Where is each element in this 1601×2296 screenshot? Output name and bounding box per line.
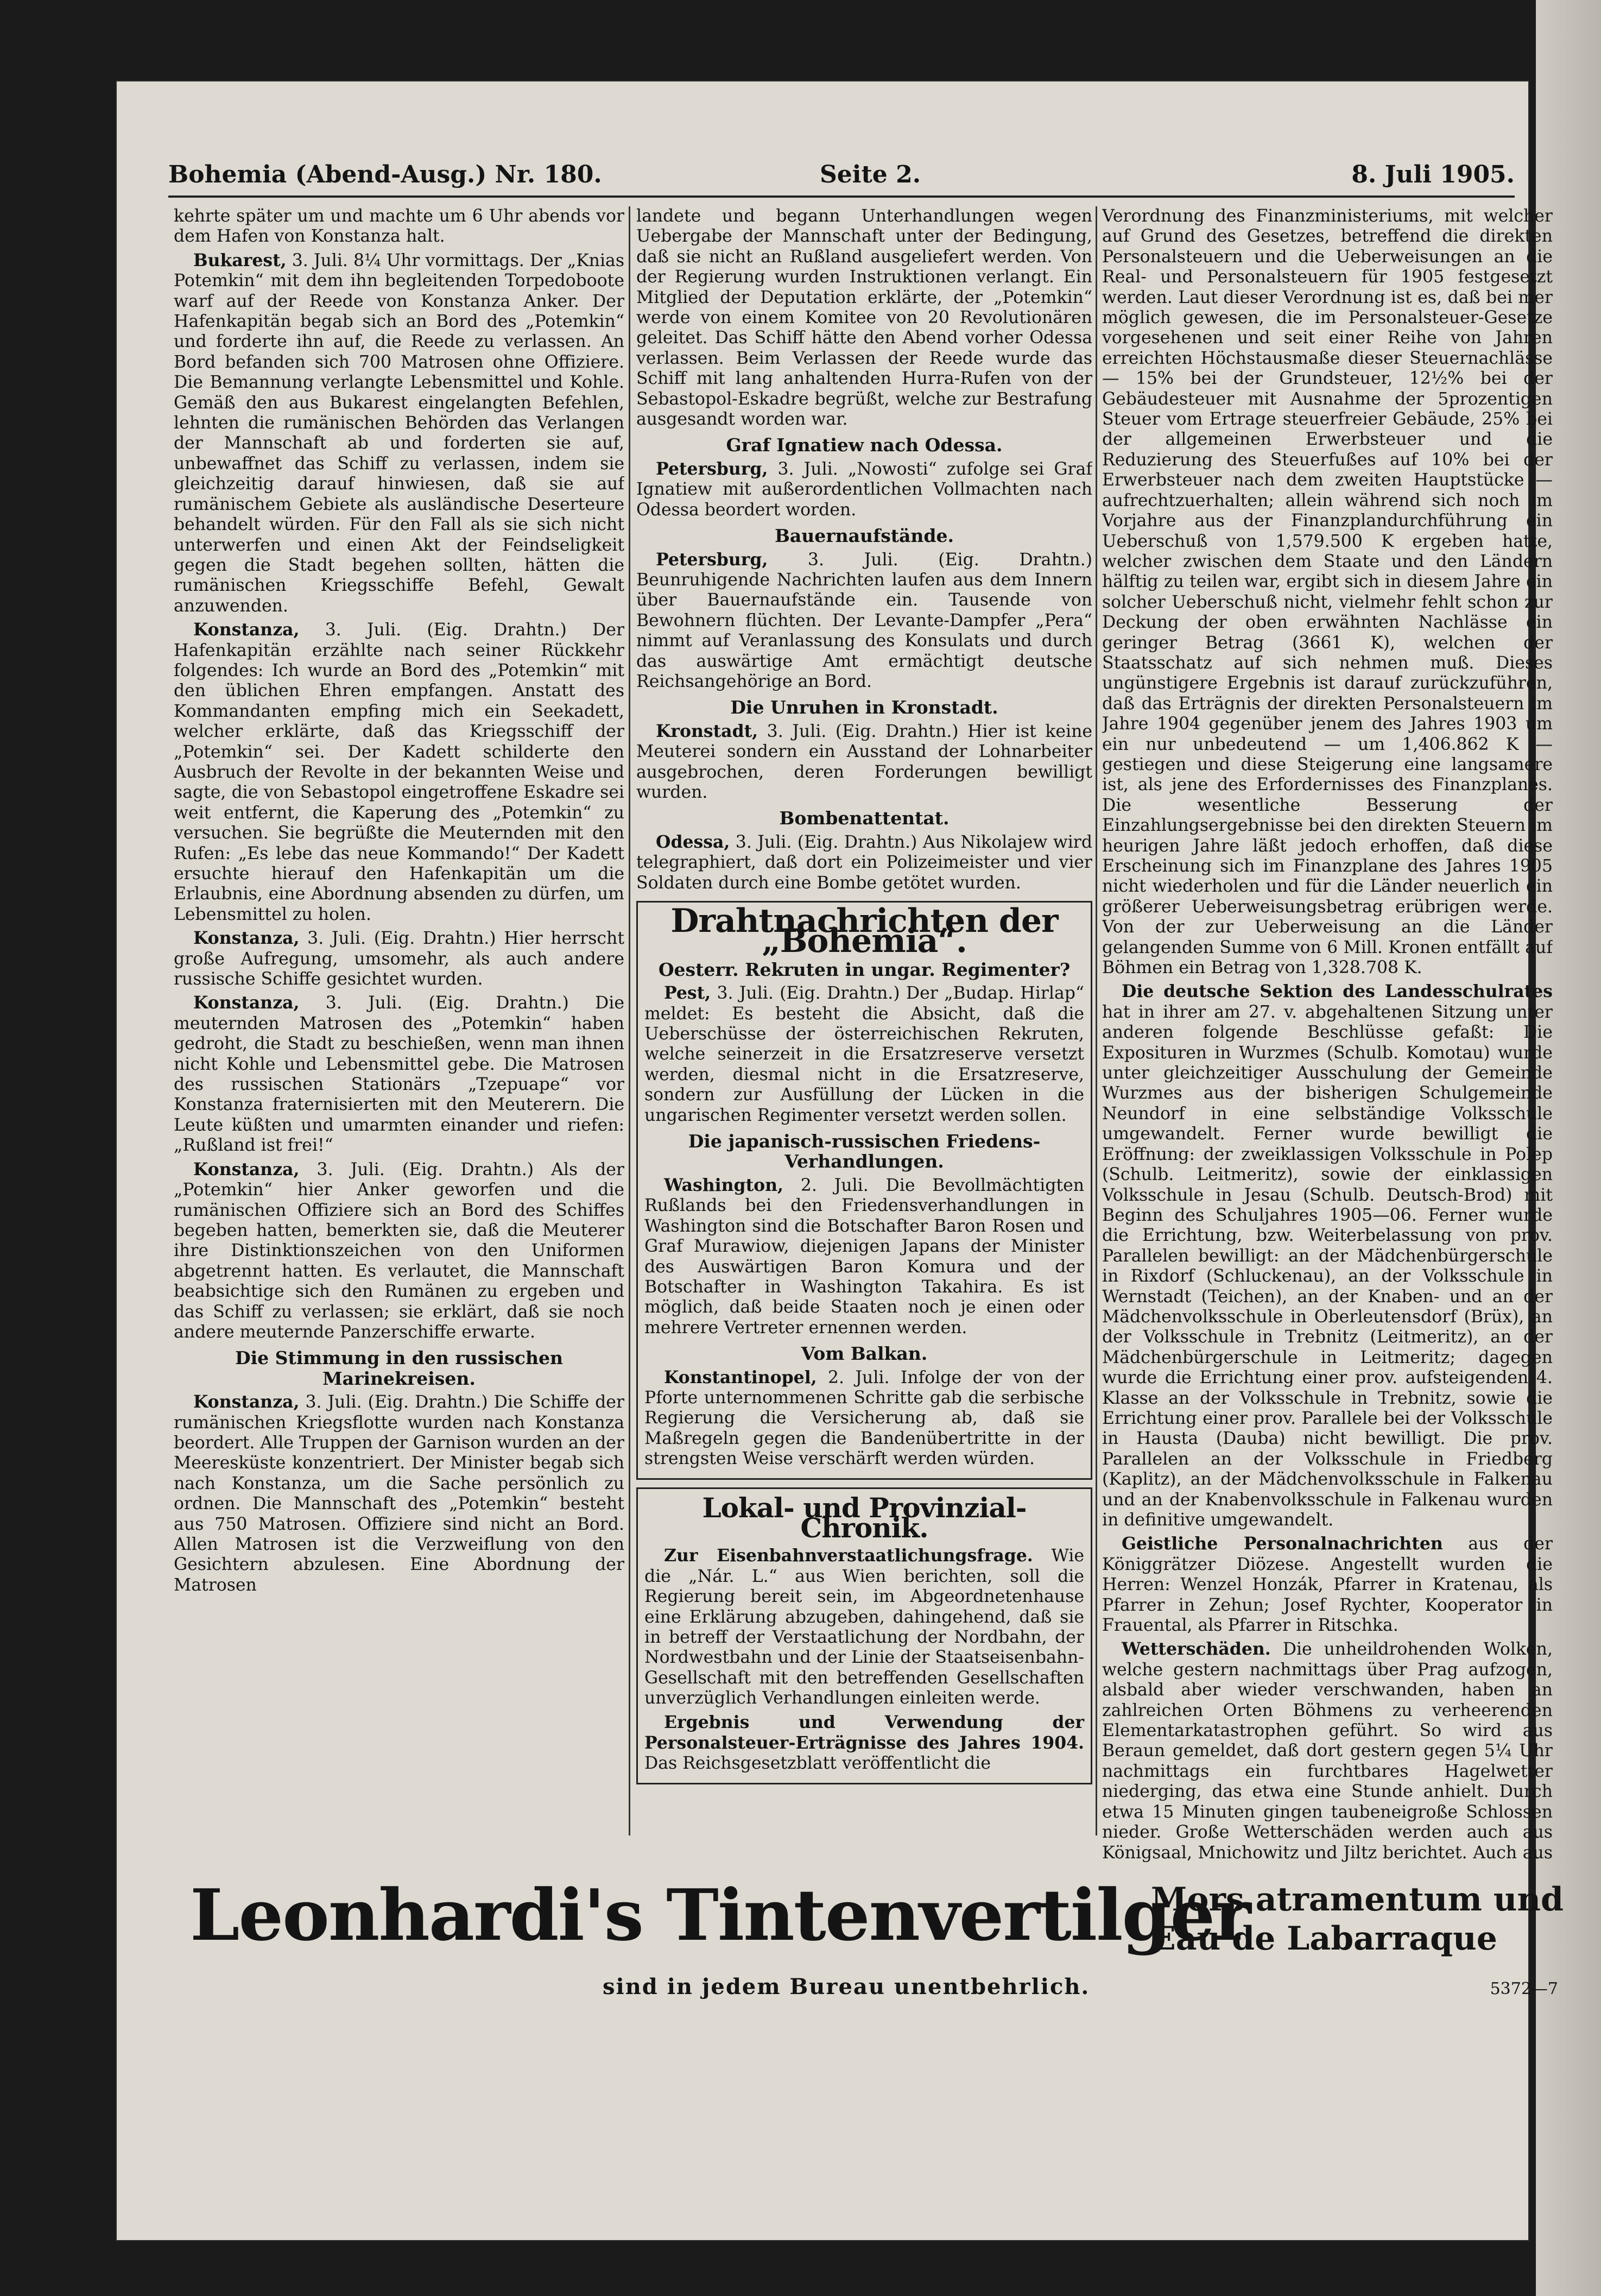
section-heading: Bauernaufstände.: [775, 525, 954, 547]
box-title: Drahtnachrichten der „Bohemia“.: [670, 902, 1058, 961]
paragraph: [174, 1392, 624, 1595]
header-date: 8. Juli 1905.: [1351, 161, 1515, 188]
paragraph-text: aus der Königgrätzer Diözese. Angestellt wurden die Herren: Wenzel Honzák, Pfarrer in Kratenau, als Pfarrer in Zehun; Josef Rychter, Kooperator in Frauental, als Pfarrer in Ritschka.: [1102, 1534, 1553, 1636]
paragraph-text: 3. Juli. (Eig. Drahtn.) Aus Nikolajew wird telegraphiert, daß dort ein Polizeimeister und vier Soldaten durch eine Bombe getötet wurden.: [636, 832, 1092, 893]
paragraph: [1102, 1639, 1553, 1863]
paragraph-text: 3. Juli. „Nowosti“ zufolge sei Graf Ignatiew mit außerordentlichen Vollmachten nach Odessa beordert worden.: [636, 459, 1092, 520]
header-left: Bohemia (Abend-Ausg.) Nr. 180.: [168, 161, 602, 188]
paragraph-text: 3. Juli. (Eig. Drahtn.) Der „Budap. Hirlap“ meldet: Es besteht die Absicht, daß die Ueberschüsse der österreichischen Rekruten, welche seinerzeit in die Ersatzreserve versetzt werden, diesmal nicht in die Ersatzreserve, sondern zur Ausfüllung der Lücken in die ungarischen Regimenter versetzt werden sollen.: [644, 983, 1085, 1125]
paragraph: [636, 459, 1092, 520]
paragraph: [644, 1367, 1084, 1469]
telegram-box: [636, 901, 1092, 1480]
paragraph: landete und begann Unterhandlungen wegen Uebergabe der Mannschaft unter der Bedingung, daß sie nicht an Rußland ausgeliefert werden. Von der Regierung wurden Instruktionen verlangt. Ein Mitglied der Deputation erklärte, der „Potemkin“ werde von einem Komitee von 20 Revolutionären geleitet. Das Schiff hätte den Abend vorher Odessa verlassen. Beim Verlassen der Reede wurde das Schiff mit lang anhaltenden Hurra-Rufen von der Sebastopol-Eskadre begrüßt, welche zur Bestrafung ausgesandt worden war.: [636, 206, 1092, 430]
dateline: Konstanza,: [193, 1159, 300, 1179]
paragraph-text: 3. Juli. (Eig. Drahtn.) Die meuternden Matrosen des „Potemkin“ haben gedroht, die Stadt zu beschießen, wenn man ihnen nicht Kohle und Lebensmittel gebe. Die Matrosen des russischen Stationärs „Tzepuape“ vor Konstanza fraternisierten mit den Meuterern. Die Leute küßten und umarmten einander und riefen: „Rußland ist frei!“: [174, 993, 624, 1156]
paragraph-text: 3. Juli. (Eig. Drahtn.) Beunruhigende Nachrichten laufen aus dem Innern über Bauernaufstände ein. Tausende von Bewohnern flüchten. Der Levante-Dampfer „Pera“ nimmt auf Veranlassung des Konsulats und durch das auswärtige Amt ermächtigt deutsche Reichsangehörige an Bord.: [636, 550, 1092, 691]
dateline: Pest,: [664, 983, 711, 1004]
section-heading: Bombenattentat.: [779, 808, 950, 829]
paragraph-text: 3. Juli. (Eig. Drahtn.) Der Hafenkapitän erzählte nach seiner Rückkehr folgendes: Ich wurde an Bord des „Potemkin“ mit den üblichen Ehren empfangen. Anstatt des Kommandanten empfing mich ein Seekadett, welcher erklärte, daß das Kriegsschiff der „Potemkin“ sei. Der Kadett schilderte den Ausbruch der Revolte in der bekannten Weise und sagte, die von Sebastopol eingetroffene Eskadre sei weit entfernt, die Kaperung des „Potemkin“ zu versuchen. Sie begrüßte die Meuternden mit den Rufen: „Es lebe das neue Kommando!“ Der Kadett ersuchte hierauf den Hafenkapitän um die Erlaubnis, eine Abordnung absenden zu dürfen, um Lebensmittel zu holen.: [174, 620, 624, 924]
ad-subtitle-line: Mors atramentum und: [1151, 1881, 1564, 1919]
paragraph: [636, 550, 1092, 692]
section-heading: Die Unruhen in Kronstadt.: [730, 697, 998, 718]
dateline: Konstanza,: [193, 620, 300, 640]
paragraph: [174, 928, 624, 989]
chronicle-box: [636, 1487, 1092, 1784]
dateline: Petersburg,: [656, 549, 768, 570]
paragraph: [644, 983, 1084, 1126]
section-heading: Oesterr. Rekruten in ungar. Regimenter?: [658, 958, 1071, 980]
paragraph-text: hat in ihrer am 27. v. abgehaltenen Sitzung unter anderen folgende Beschlüsse gefaßt: Die Exposituren in Wurzmes (Schulb. Komotau) wurde unter gleichzeitiger Ausschulung der Gemeinde Wurzmes aus der bisherigen Schulgemeinde Neundorf in eine selbständige Volksschule umgewandelt. Ferner wurde bewilligt die Eröffnung: der zweiklassigen Volksschule in Polep (Schulb. Leitmeritz), sowie der einklassigen Volksschule in Jesau (Schulb. Deutsch-Brod) mit Beginn des Schuljahres 1905—06. Ferner wurde die Errichtung, bzw. Weiterbelassung von prov. Parallelen bewilligt: an der Mädchenbürgerschule in Rixdorf (Schluckenau), an der Volksschule in Wernstadt (Teichen), an der Knaben- und an der Mädchenvolksschule in Oberleutensdorf (Brüx), an der Volksschule in Trebnitz (Leitmeritz), an der Mädchenbürgerschule in Leitmeritz; dagegen wurde die Errichtung einer prov. aufsteigenden 4. Klasse an der Volksschule in Trebnitz, sowie die Errichtung einer prov. Parallele bei der Volksschule in Hausta (Dauba) nicht bewilligt. Die prov. Parallelen an der Volksschule in Friedberg (Kaplitz), an der Mädchenvolksschule in Falkenau und an der Knabenvolksschule in Falkenau wurden in definitive umgewandelt.: [1102, 1002, 1553, 1530]
paragraph-text: 2. Juli. Infolge der von der Pforte unternommenen Schritte gab die serbische Regierung die Versicherung ab, daß sie Maßregeln gegen die Bandenübertritte in der strengsten Weise verschärft werden würden.: [644, 1367, 1084, 1469]
column-1: [174, 206, 624, 1833]
paragraph-text: Die unheildrohenden Wolken, welche gestern nachmittags über Prag aufzogen, alsbald aber wieder verschwanden, haben an zahlreichen Orten Böhmens zu verheerenden Elementarkatastrophen geführt. So wird aus Beraun gemeldet, daß dort gestern gegen 5¼ Uhr nachmittags ein furchtbares Hagelwetter niederging, das etwa eine Stunde anhielt. Durch etwa 15 Minuten gingen taubeneigroße Schlossen nieder. Große Wetterschäden werden auch aus Königsaal, Mnichowitz und Jiltz berichtet. Auch aus: [1102, 1639, 1553, 1863]
item-heading: Wetterschäden.: [1122, 1639, 1271, 1660]
column-2: [636, 206, 1092, 1842]
dateline: Odessa,: [656, 831, 730, 852]
paragraph-text: 3. Juli. (Eig. Drahtn.) Hier ist keine Meuterei sondern ein Ausstand der Lohnarbeiter ausgebrochen, deren Forderungen bewilligt wurden.: [636, 721, 1092, 802]
section-heading: Die Stimmung in den russischen Marinekreisen.: [235, 1347, 563, 1389]
paragraph: [1102, 981, 1553, 1530]
paragraph: [636, 832, 1092, 893]
section-heading: Graf Ignatiew nach Odessa.: [726, 434, 1003, 456]
paragraph: Verordnung des Finanzministeriums, mit welcher auf Grund des Gesetzes, betreffend die direkten Personalsteuern und die Ueberweisungen an die Real- und Personalsteuern für 1905 festgesetzt werden. Laut dieser Verordnung ist es, daß bei mer möglich gewesen, die im Personalsteuer-Gesetze vorgesehenen und seit einer Reihe von Jahren erreichten Höchstausmaße dieser Steuernachlässe — 15% bei der Grundsteuer, 12½% bei der Gebäudesteuer mit Ausnahme der 5prozentigen Steuer vom Ertrage steuerfreier Gebäude, 25% bei der allgemeinen Erwerbsteuer und die Reduzierung des Steuerfußes auf 10% bei der Erwerbsteuer nach dem zweiten Hauptstücke — aufrechtzuerhalten; allein während sich noch im Vorjahre aus der Finanzplandurchführung ein Ueberschuß von 1,579.500 K ergeben hatte, welcher zwischen dem Staate und den Ländern hälftig zu teilen war, ergibt sich in diesem Jahre ein solcher Ueberschuß nicht, vielmehr fehlt schon zur Deckung der oben erwähnten Nachlässe ein geringer Betrag (3661 K), welchen der Staatsschatz auf sich nehmen muß. Dieses ungünstigere Ergebnis ist darauf zurückzuführen, daß das Erträgnis der direkten Personalsteuern im Jahre 1904 gegenüber jenem des Jahres 1903 um ein nur unbedeutend — um 1,406.862 K — gestiegen und diese Steigerung eine langsamere ist, als jene des Erfordernisses des Finanzplanes. Die wesentliche Besserung der Einzahlungsergebnisse bei den direkten Steuern im heurigen Jahre läßt jedoch erhoffen, daß diese Erscheinung sich im Finanzplane des Jahres 1905 nicht wiederholen und für die Länder neuerlich ein größerer Ueberweisungsbetrag erübrigen werde. Von der zur Ueberweisung an die Länder gelangenden Summe von 6 Mill. Kronen entfällt auf Böhmen ein Betrag von 1,328.708 K.: [1102, 206, 1553, 978]
ad-subtitle-line: Eau de Labarraque: [1151, 1920, 1497, 1958]
paragraph-text: 3. Juli. (Eig. Drahtn.) Als der „Potemkin“ hier Anker geworfen und die rumänischen Offiziere sich an Bord des Schiffes begeben hatten, bemerkten sie, daß die Meuterer ihre Distinktionszeichen von den Uniformen abgetrennt hatten. Es verlautet, die Mannschaft beabsichtige sich den Rumänen zu ergeben und das Schiff zu verlassen; sie erklärt, daß sie noch andere meuternde Panzerschiffe erwarte.: [174, 1159, 624, 1342]
ad-product-name: Leonhardi's Tintenvertilger: [190, 1874, 1250, 1957]
dateline: Konstanza,: [193, 928, 300, 949]
dateline: Bukarest,: [193, 250, 287, 270]
ad-tagline: sind in jedem Bureau unentbehrlich.: [603, 1974, 1090, 1999]
paragraph-text: 3. Juli. (Eig. Drahtn.) Die Schiffe der rumänischen Kriegsflotte wurden nach Konstanza beordert. Alle Truppen der Garnison wurden an der Meeresküste konzentriert. Der Minister begab sich nach Konstanza, um die Sache persönlich zu ordnen. Die Mannschaft des „Potemkin“ besteht aus 750 Matrosen. Offiziere sind nicht an Bord. Allen Matrosen ist die Verzweiflung von den Gesichtern abzulesen. Eine Abordnung der Matrosen: [174, 1392, 624, 1595]
paragraph: [174, 993, 624, 1156]
page-header: [168, 157, 1515, 198]
ad-product-subtitle: [1151, 1880, 1564, 1958]
paragraph: [1102, 1534, 1553, 1636]
item-heading: Geistliche Personalnachrichten: [1122, 1534, 1443, 1554]
dateline: Kronstadt,: [656, 721, 758, 741]
paragraph: [644, 1175, 1084, 1338]
dateline: Washington,: [664, 1175, 784, 1195]
dateline: Konstanza,: [193, 993, 300, 1013]
section-heading: Die japanisch-russischen Friedens-Verhandlungen.: [688, 1131, 1041, 1172]
column-rule: [1096, 206, 1097, 1835]
item-heading: Zur Eisenbahnverstaatlichungsfrage.: [664, 1546, 1033, 1566]
paragraph: kehrte später um und machte um 6 Uhr abends vor dem Hafen von Konstanza halt.: [174, 206, 624, 247]
item-heading: Die deutsche Sektion des Landesschulrates: [1122, 981, 1553, 1002]
paragraph: [636, 721, 1092, 803]
ad-code: 5372—7: [1490, 1979, 1558, 1998]
paragraph: [644, 1712, 1084, 1774]
paragraph-text: Wie die „Nár. L.“ aus Wien berichten, soll die Regierung bereit sein, im Abgeordnetenhause eine Erklärung abzugeben, dahingehend, daß sie in betreff der Verstaatlichung der Nordbahn, der Nordwestbahn und der Linie der Staatseisenbahn-Gesellschaft mit den betreffenden Gesellschaften unverzüglich Verhandlungen einleiten werde.: [644, 1546, 1084, 1708]
dateline: Konstantinopel,: [664, 1367, 817, 1387]
box-title: Lokal- und Provinzial-Chronik.: [702, 1491, 1027, 1544]
paragraph: [174, 620, 624, 925]
paragraph: [174, 250, 624, 616]
advertisement: [190, 1868, 1564, 2009]
paragraph: [174, 1159, 624, 1343]
column-3: [1102, 206, 1553, 1863]
paragraph-text: 3. Juli. 8¼ Uhr vormittags. Der „Knias Potemkin“ mit dem ihn begleitenden Torpedoboote warf auf der Reede von Konstanza Anker. Der Hafenkapitän begab sich an Bord des „Potemkin“ und forderte ihn auf, die Reede zu verlassen. An Bord befanden sich 700 Matrosen ohne Offiziere. Die Bemannung verlangte Lebensmittel und Kohle. Gemäß den aus Bukarest eingelangten Befehlen, lehnten die rumänischen Behörden das Verlangen der Mannschaft ab und forderten sie auf, unbewaffnet das Schiff zu verlassen, indem sie gleichzeitig darauf hinwiesen, daß sie auf rumänischem Gebiete als ausländische Deserteure behandelt würden. Für den Fall als sie sich nicht unterwerfen und einen Akt der Feindseligkeit gegen die Stadt begehen sollten, hätten die rumänischen Kriegsschiffe Befehl, Gewalt anzuwenden.: [174, 250, 624, 616]
item-heading: Ergebnis und Verwendung der Personalsteuer-Erträgnisse des Jahres 1904.: [644, 1712, 1084, 1753]
dateline: Konstanza,: [193, 1392, 300, 1412]
paragraph-text: 2. Juli. Die Bevollmächtigten Rußlands bei den Friedensverhandlungen in Washington sind die Botschafter Baron Rosen und Graf Murawiow, diejenigen Japans der Minister des Auswärtigen Baron Komura und der Botschafter in Washington Takahira. Es ist möglich, daß beide Staaten noch je einen oder mehrere Vertreter ernennen werden.: [644, 1175, 1084, 1338]
paragraph: [644, 1546, 1084, 1708]
section-heading: Vom Balkan.: [801, 1343, 928, 1365]
dateline: Petersburg,: [656, 458, 768, 479]
column-rule: [629, 206, 630, 1835]
paragraph-text: 3. Juli. (Eig. Drahtn.) Hier herrscht große Aufregung, umsomehr, als auch andere russische Schiffe gesichtet wurden.: [174, 929, 624, 989]
header-page-number: Seite 2.: [820, 161, 921, 188]
paragraph-text: Das Reichsgesetzblatt veröffentlicht die: [644, 1753, 991, 1774]
